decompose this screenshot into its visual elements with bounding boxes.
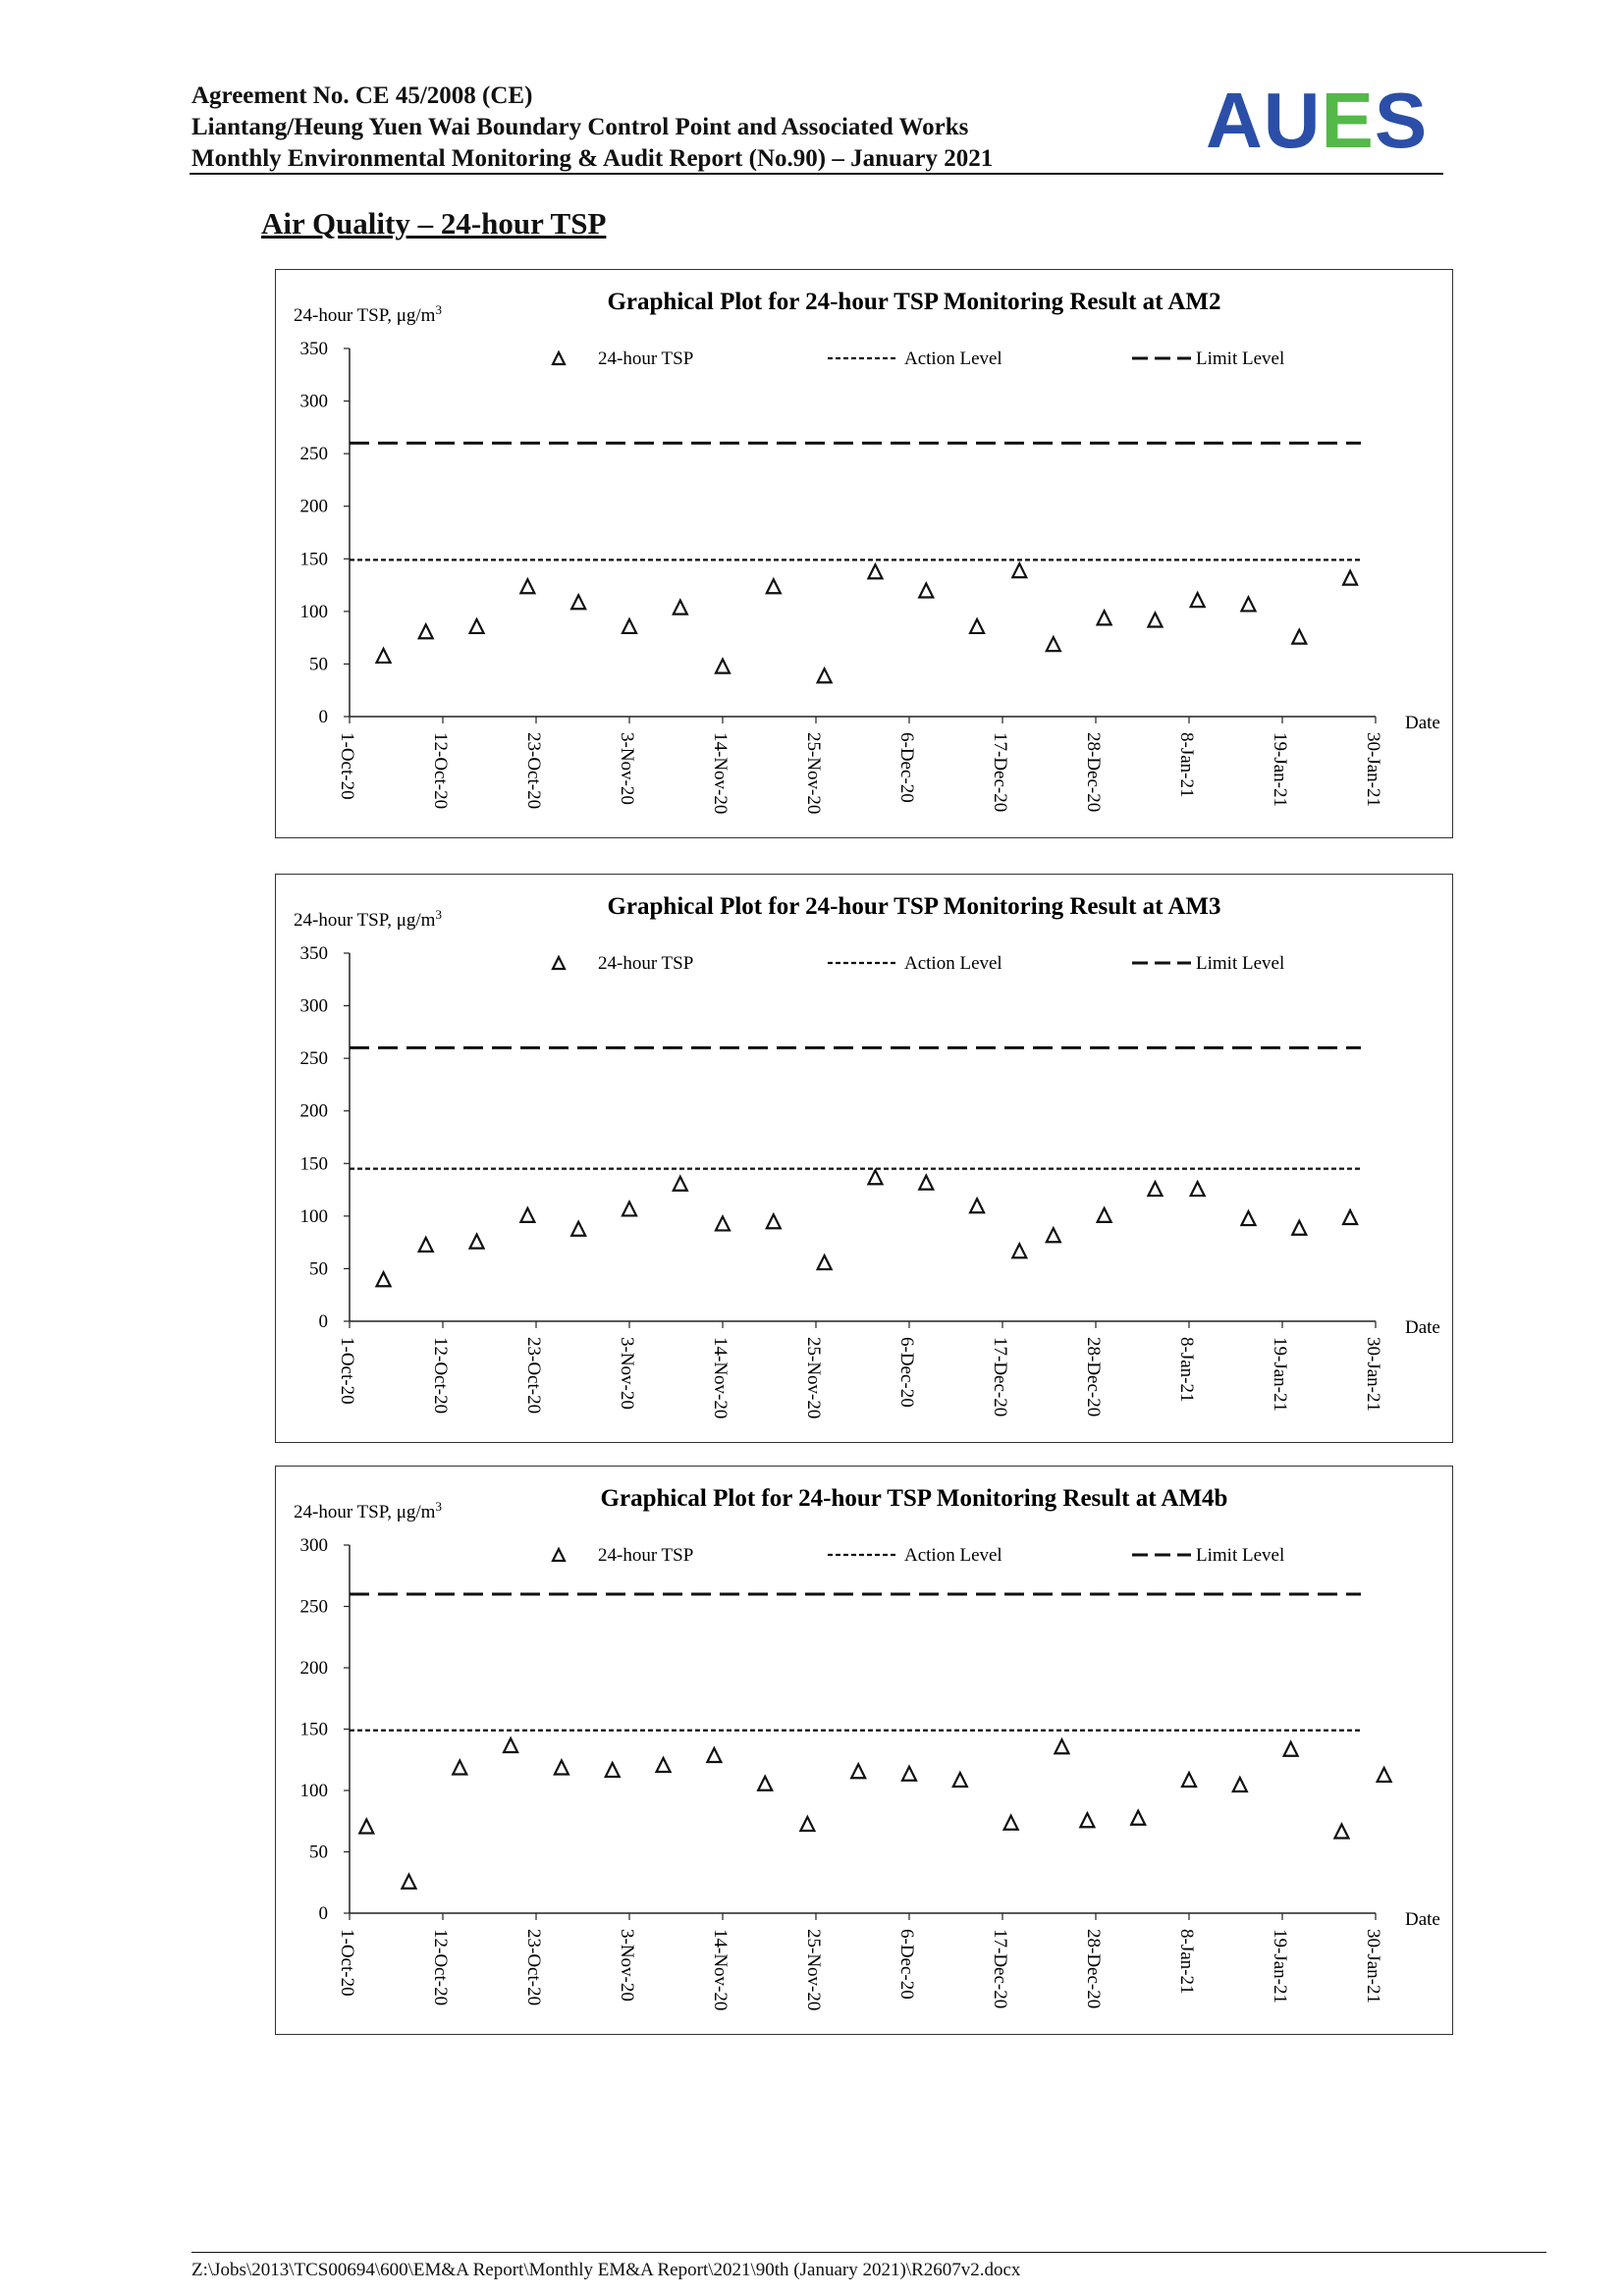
legend-tsp-label: 24-hour TSP	[598, 953, 694, 974]
logo-part-s: S	[1374, 77, 1429, 164]
x-tick-label: 25-Nov-20	[803, 1337, 824, 1419]
y-tick-label: 100	[299, 601, 328, 622]
agreement-number: Agreement No. CE 45/2008 (CE)	[191, 82, 533, 109]
data-point	[716, 1216, 730, 1230]
chart-title: Graphical Plot for 24-hour TSP Monitoring Result at AM4b	[600, 1485, 1228, 1512]
x-tick-label: 17-Dec-20	[990, 1929, 1010, 2009]
data-point	[716, 660, 730, 673]
data-point	[1378, 1768, 1391, 1782]
legend-tsp-label: 24-hour TSP	[598, 1545, 694, 1566]
chart-am4b	[275, 1466, 1453, 2035]
x-tick-label: 19-Jan-21	[1270, 1929, 1290, 2003]
chart-am3	[275, 874, 1453, 1443]
x-tick-label: 1-Oct-20	[337, 1337, 357, 1405]
x-tick-label: 6-Dec-20	[896, 732, 917, 803]
y-tick-label: 100	[299, 1205, 328, 1227]
y-axis-label-superscript: 3	[435, 1499, 442, 1514]
y-axis-label	[294, 302, 442, 326]
y-tick-label: 50	[309, 654, 328, 675]
y-tick-label: 350	[299, 339, 328, 359]
data-point	[818, 668, 832, 682]
data-point	[377, 649, 391, 663]
report-title: Monthly Environmental Monitoring & Audit Report (No.90) – January 2021	[191, 145, 994, 172]
data-point	[520, 579, 534, 593]
legend-action-label: Action Level	[904, 348, 1002, 369]
data-point	[1047, 637, 1060, 651]
y-tick-label: 50	[309, 1842, 328, 1863]
x-tick-label: 30-Jan-21	[1363, 1929, 1383, 2003]
legend-limit-label: Limit Level	[1196, 348, 1285, 369]
x-tick-label: 8-Jan-21	[1176, 1337, 1197, 1403]
legend-action-label: Action Level	[904, 953, 1002, 974]
x-tick-label: 23-Oct-20	[523, 732, 544, 810]
y-axis-label-text: 24-hour TSP, μg/m	[294, 910, 436, 931]
x-tick-label: 6-Dec-20	[896, 1337, 917, 1408]
chart-title: Graphical Plot for 24-hour TSP Monitoring Result at AM2	[607, 289, 1221, 315]
data-point	[953, 1773, 967, 1787]
data-point	[1343, 1210, 1357, 1224]
project-name: Liantang/Heung Yuen Wai Boundary Control Point and Associated Works	[191, 114, 969, 140]
data-point	[1098, 611, 1111, 624]
data-point	[868, 1170, 882, 1184]
x-axis-label: Date	[1405, 1317, 1440, 1338]
x-tick-label: 28-Dec-20	[1083, 1337, 1104, 1417]
data-point	[1241, 1211, 1255, 1225]
x-tick-label: 12-Oct-20	[430, 1337, 451, 1415]
legend-action-label: Action Level	[904, 1545, 1002, 1566]
data-point	[818, 1255, 832, 1269]
y-tick-label: 0	[318, 707, 328, 727]
data-point	[1343, 571, 1357, 585]
x-tick-label: 8-Jan-21	[1176, 732, 1197, 798]
x-tick-label: 25-Nov-20	[803, 1929, 824, 2011]
x-tick-label: 12-Oct-20	[430, 732, 451, 810]
y-tick-label: 0	[318, 1903, 328, 1924]
x-tick-label: 3-Nov-20	[617, 732, 637, 805]
y-tick-label: 150	[299, 1719, 328, 1740]
data-point	[674, 1177, 687, 1191]
data-point	[1148, 1182, 1162, 1196]
y-tick-label: 50	[309, 1258, 328, 1280]
data-point	[571, 1222, 585, 1236]
data-point	[851, 1764, 865, 1778]
data-point	[470, 1235, 484, 1249]
data-point	[767, 579, 781, 593]
data-point	[1004, 1816, 1018, 1830]
data-point	[1233, 1778, 1247, 1791]
data-point	[758, 1777, 772, 1790]
data-point	[919, 1176, 933, 1190]
data-point	[520, 1208, 534, 1222]
data-point	[1191, 1182, 1205, 1196]
data-point	[571, 595, 585, 609]
data-point	[1191, 593, 1205, 607]
y-axis-label-superscript: 3	[435, 907, 442, 922]
data-point	[377, 1272, 391, 1286]
data-point	[970, 1199, 984, 1212]
x-tick-label: 30-Jan-21	[1363, 732, 1383, 807]
legend-tsp-label: 24-hour TSP	[598, 348, 694, 369]
data-point	[1182, 1773, 1196, 1787]
data-point	[402, 1875, 415, 1889]
logo-part-e: E	[1321, 77, 1375, 164]
data-point	[504, 1738, 517, 1752]
y-axis-label-text: 24-hour TSP, μg/m	[294, 1502, 436, 1522]
y-tick-label: 100	[299, 1781, 328, 1801]
data-point	[657, 1758, 671, 1772]
data-point	[555, 1761, 568, 1775]
data-point	[1098, 1208, 1111, 1222]
y-tick-label: 250	[299, 444, 328, 465]
x-tick-label: 3-Nov-20	[617, 1929, 637, 2002]
y-axis-label-text: 24-hour TSP, μg/m	[294, 305, 436, 326]
data-point	[868, 564, 882, 578]
x-tick-label: 28-Dec-20	[1083, 1929, 1104, 2009]
data-point	[1012, 563, 1026, 577]
data-point	[1292, 630, 1306, 644]
y-tick-label: 200	[299, 496, 328, 517]
x-tick-label: 14-Nov-20	[710, 1337, 731, 1419]
x-tick-label: 19-Jan-21	[1270, 1337, 1290, 1412]
data-point	[1292, 1221, 1306, 1235]
data-point	[970, 619, 984, 633]
x-tick-label: 3-Nov-20	[617, 1337, 637, 1410]
chart-am2-svg	[276, 270, 1454, 839]
x-tick-label: 1-Oct-20	[337, 1929, 357, 1997]
x-tick-label: 19-Jan-21	[1270, 732, 1290, 807]
x-tick-label: 28-Dec-20	[1083, 732, 1104, 813]
data-point	[767, 1214, 781, 1228]
x-tick-label: 6-Dec-20	[896, 1929, 917, 2000]
x-tick-label: 23-Oct-20	[523, 1929, 544, 2006]
data-point	[419, 624, 433, 638]
x-tick-label: 25-Nov-20	[803, 732, 824, 815]
logo-part-au: AU	[1206, 77, 1322, 164]
y-tick-label: 300	[299, 995, 328, 1017]
y-tick-label: 250	[299, 1048, 328, 1070]
chart-am3-svg	[276, 875, 1454, 1444]
chart-am4b-svg	[276, 1467, 1454, 2036]
footer-divider	[191, 2252, 1546, 2253]
y-axis-label	[294, 907, 442, 931]
data-point	[902, 1767, 916, 1781]
data-point	[1148, 614, 1162, 627]
data-point	[1241, 597, 1255, 611]
file-path-footer: Z:\Jobs\2013\TCS00694\600\EM&A Report\Monthly EM&A Report\2021\90th (January 2021)\R2607v2.docx	[191, 2260, 1021, 2280]
data-point	[1080, 1813, 1094, 1827]
chart-am2	[275, 269, 1453, 838]
data-point	[623, 619, 636, 633]
y-tick-label: 0	[318, 1311, 328, 1332]
data-point	[453, 1761, 466, 1775]
data-point	[1055, 1739, 1068, 1753]
y-tick-label: 150	[299, 1153, 328, 1175]
data-point	[1012, 1244, 1026, 1257]
y-tick-label: 300	[299, 391, 328, 412]
legend-limit-label: Limit Level	[1196, 953, 1285, 974]
y-tick-label: 350	[299, 943, 328, 964]
aues-logo	[1206, 79, 1428, 162]
data-point	[800, 1817, 814, 1831]
data-point	[674, 601, 687, 614]
data-point	[359, 1820, 373, 1834]
x-axis-label: Date	[1405, 713, 1440, 733]
y-tick-label: 300	[299, 1535, 328, 1556]
chart-title: Graphical Plot for 24-hour TSP Monitoring Result at AM3	[607, 893, 1221, 920]
data-point	[419, 1238, 433, 1252]
x-tick-label: 8-Jan-21	[1176, 1929, 1197, 1995]
x-tick-label: 30-Jan-21	[1363, 1337, 1383, 1412]
y-axis-label	[294, 1499, 442, 1522]
x-tick-label: 23-Oct-20	[523, 1337, 544, 1415]
x-tick-label: 17-Dec-20	[990, 1337, 1010, 1417]
legend-tsp-marker	[553, 957, 565, 969]
x-tick-label: 17-Dec-20	[990, 732, 1010, 813]
y-tick-label: 250	[299, 1596, 328, 1618]
x-tick-label: 14-Nov-20	[710, 732, 731, 815]
y-tick-label: 200	[299, 1100, 328, 1122]
legend-limit-label: Limit Level	[1196, 1545, 1285, 1566]
data-point	[1047, 1228, 1060, 1242]
legend-tsp-marker	[553, 352, 565, 364]
x-tick-label: 12-Oct-20	[430, 1929, 451, 2006]
y-axis-label-superscript: 3	[435, 302, 442, 317]
data-point	[1131, 1811, 1145, 1825]
y-tick-label: 150	[299, 549, 328, 570]
x-tick-label: 14-Nov-20	[710, 1929, 731, 2011]
data-point	[707, 1748, 721, 1762]
x-tick-label: 1-Oct-20	[337, 732, 357, 800]
data-point	[1284, 1742, 1298, 1756]
data-point	[470, 619, 484, 633]
data-point	[623, 1201, 636, 1215]
data-point	[919, 584, 933, 598]
data-point	[1334, 1825, 1348, 1839]
data-point	[606, 1763, 620, 1777]
section-title: Air Quality – 24-hour TSP	[261, 206, 607, 240]
x-axis-label: Date	[1405, 1909, 1440, 1930]
legend-tsp-marker	[553, 1549, 565, 1561]
y-tick-label: 200	[299, 1658, 328, 1679]
header-divider	[189, 173, 1443, 175]
